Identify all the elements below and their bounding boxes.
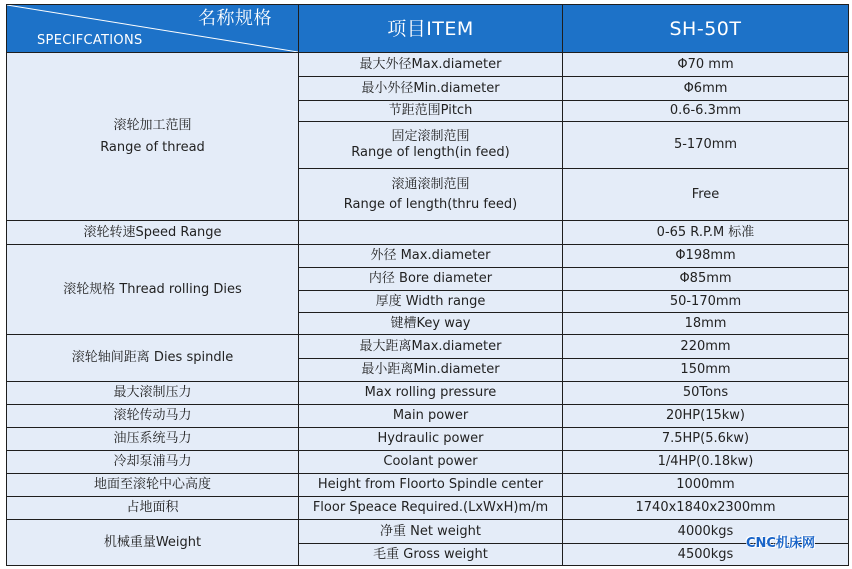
item-cell: 内径 Bore diameter — [299, 268, 563, 291]
table-row — [7, 428, 849, 451]
item-cell: 毛重 Gross weight — [299, 544, 563, 566]
spec-table — [6, 4, 849, 566]
value-cell: 1000mm — [563, 474, 849, 497]
group-label-spindle: 滚轮轴间距离 Dies spindle — [7, 335, 299, 382]
spec-sheet — [6, 4, 848, 565]
table-row — [7, 474, 849, 497]
item-cell: Max rolling pressure — [299, 382, 563, 405]
table-row — [7, 382, 849, 405]
item-cell: 最大距离Max.diameter — [299, 335, 563, 359]
value-cell: Φ198mm — [563, 245, 849, 268]
item-cell: Height from Floorto Spindle center — [299, 474, 563, 497]
group-label-dies: 滚轮规格 Thread rolling Dies — [7, 245, 299, 335]
group-label-range — [7, 53, 299, 221]
value-cell: 220mm — [563, 335, 849, 359]
item-cell: Main power — [299, 405, 563, 428]
item-cell: 厚度 Width range — [299, 291, 563, 313]
item-cell: Floor Speace Required.(LxWxH)m/m — [299, 497, 563, 520]
value-cell: 150mm — [563, 359, 849, 382]
item-cell — [299, 169, 563, 221]
value-cell: 1/4HP(0.18kw) — [563, 451, 849, 474]
item-cell — [299, 221, 563, 245]
item-column-header: 项目ITEM — [299, 5, 563, 53]
value-cell: 7.5HP(5.6kw) — [563, 428, 849, 451]
table-row — [7, 451, 849, 474]
value-cell: 0.6-6.3mm — [563, 101, 849, 122]
value-cell: 1740x1840x2300mm — [563, 497, 849, 520]
row-label: 油压系统马力 — [7, 428, 299, 451]
item-line: Range of length(in feed) — [351, 145, 510, 160]
value-cell: 20HP(15kw) — [563, 405, 849, 428]
table-row — [7, 53, 849, 77]
table-row — [7, 335, 849, 359]
table-row — [7, 245, 849, 268]
item-cell: 最小外径Min.diameter — [299, 77, 563, 101]
corner-title: 名称规格 — [198, 8, 272, 29]
corner-subtitle: SPECIFCATIONS — [37, 33, 143, 48]
value-cell: Φ70 mm — [563, 53, 849, 77]
item-line: 滚通滚制范围 — [391, 176, 470, 192]
value-cell: Free — [563, 169, 849, 221]
value-cell: 4500kgs — [563, 544, 849, 566]
item-cell: 键槽Key way — [299, 313, 563, 335]
table-row — [7, 405, 849, 428]
value-cell: 18mm — [563, 313, 849, 335]
row-label: 冷却泵浦马力 — [7, 451, 299, 474]
group-label-line: Range of thread — [100, 139, 205, 155]
table-row — [7, 497, 849, 520]
item-cell: Coolant power — [299, 451, 563, 474]
value-cell: 50-170mm — [563, 291, 849, 313]
item-cell: 最大外径Max.diameter — [299, 53, 563, 77]
value-cell: Φ85mm — [563, 268, 849, 291]
row-label: 最大滚制压力 — [7, 382, 299, 405]
header-row — [7, 5, 849, 53]
item-cell: 节距范围Pitch — [299, 101, 563, 122]
model-column-header: SH-50T — [563, 5, 849, 53]
value-cell: 4000kgs — [563, 520, 849, 544]
value-cell: 0-65 R.P.M 标准 — [563, 221, 849, 245]
item-cell: 净重 Net weight — [299, 520, 563, 544]
watermark-logo: CNC机床网 — [746, 536, 815, 551]
row-label: 滚轮转速Speed Range — [7, 221, 299, 245]
table-row — [7, 221, 849, 245]
group-label-weight: 机械重量Weight — [7, 520, 299, 566]
value-cell: 50Tons — [563, 382, 849, 405]
item-line: 固定滚制范围 — [391, 129, 470, 144]
group-label-line: 滚轮加工范围 — [113, 117, 192, 133]
corner-header-cell — [7, 5, 299, 53]
value-cell: Φ6mm — [563, 77, 849, 101]
row-label: 地面至滚轮中心高度 — [7, 474, 299, 497]
item-cell: Hydraulic power — [299, 428, 563, 451]
value-cell: 5-170mm — [563, 122, 849, 169]
item-cell — [299, 122, 563, 169]
item-line: Range of length(thru feed) — [343, 196, 518, 212]
row-label: 占地面积 — [7, 497, 299, 520]
item-cell: 外径 Max.diameter — [299, 245, 563, 268]
table-row — [7, 520, 849, 544]
item-cell: 最小距离Min.diameter — [299, 359, 563, 382]
row-label: 滚轮传动马力 — [7, 405, 299, 428]
